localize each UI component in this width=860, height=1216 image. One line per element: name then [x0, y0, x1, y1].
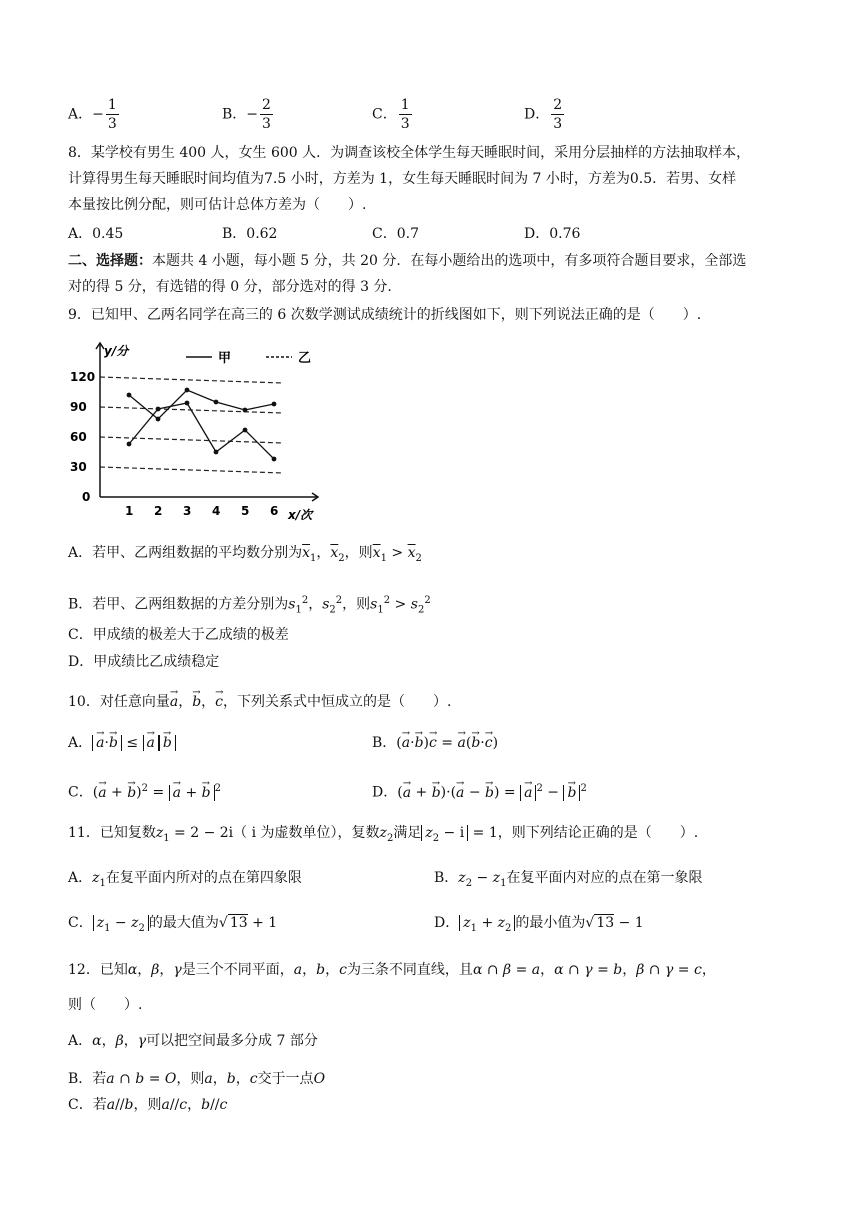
- q10-option-c: C．(→ a + → b)$^2$ = → a + → b $^2$: [68, 779, 221, 803]
- legend-label-2: 乙: [298, 351, 312, 366]
- q7-option-c: C． $\frac{1}{3}$: [372, 97, 410, 132]
- gridline-30: [100, 467, 283, 473]
- q11-stem: 11．已知复数$z_1 = 2 - 2i$（ i 为虚数单位），复数$z_2$满足 $z_2 - i = 1$，则下列结论正确的是（ ）.: [68, 825, 699, 844]
- series-2-point-3: [185, 401, 190, 406]
- y-tick-label-60: 60: [70, 430, 87, 444]
- q9-option-a: A．若甲、乙两组数据的平均数分别为$\overline{x}_1$，$\overline{x}_2$，则$\overline{x}_1 > \overline{x}_2$: [68, 545, 422, 564]
- section-2-title: 二、选择题：: [68, 253, 152, 269]
- origin-label: 0: [82, 490, 91, 504]
- q8-option-d: D．0.76: [524, 226, 581, 242]
- q9-option-d: D．甲成绩比乙成绩稳定: [68, 654, 220, 670]
- q10-option-b: B．(→ a·→ b)→ c = → a(→ b·→ c): [372, 733, 498, 753]
- series-1-point-4: [214, 400, 219, 405]
- q10-stem: 10．对任意向量→ a，→ b，→ c，下列关系式中恒成立的是（ ）.: [68, 692, 451, 712]
- series-1-point-6: [272, 402, 277, 407]
- q12-option-a: A．α，β，γ可以把空间最多分成 7 部分: [68, 1033, 318, 1049]
- q8-line-1: 8．某学校有男生 400 人，女生 600 人．为调查该校全体学生每天睡眠时间，采用分层抽样的方法抽取样本，: [68, 145, 751, 161]
- q9-stem: 9．已知甲、乙两名同学在高三的 6 次数学测试成绩统计的折线图如下，则下列说法正确的是（ ）.: [68, 307, 702, 323]
- section-2-line-2: 对的得 5 分，有选错的得 0 分，部分选对的得 3 分.: [68, 279, 392, 295]
- q8-option-b: B．0.62: [222, 226, 278, 242]
- series-1-point-1: [127, 393, 132, 398]
- y-tick-label-30: 30: [70, 460, 87, 474]
- gridline-120: [100, 377, 283, 383]
- q7-option-a: A．− $\frac{1}{3}$: [68, 97, 117, 132]
- series-2-point-4: [214, 450, 219, 455]
- x-tick-label-4: 4: [212, 504, 221, 518]
- series-2-point-2: [156, 407, 161, 412]
- q12-line-2: 则（ ）.: [68, 997, 143, 1013]
- series-1-point-3: [185, 388, 190, 393]
- q11-option-c: C． $z_1 - z_2$ 的最大值为√ 13 + 1: [68, 915, 278, 934]
- y-tick-label-120: 120: [70, 370, 96, 384]
- x-tick-label-1: 1: [125, 504, 134, 518]
- q8-line-2: 计算得男生每天睡眠时间均值为7.5 小时，方差为 1，女生每天睡眠时间为 7 小时，方差为0.5．若男、女样: [68, 171, 737, 187]
- y-axis-label: y/分: [104, 344, 129, 358]
- q7-option-d: D． $\frac{2}{3}$: [524, 97, 563, 132]
- series-2-point-1: [127, 442, 132, 447]
- q10-option-a: A． → a·→ b ≤ → a → b: [68, 733, 176, 753]
- q12-stem: 12．已知α，β，γ是三个不同平面，a，b，c为三条不同直线，且α ∩ β = a，α ∩ γ = b，β ∩ γ = c，: [68, 962, 716, 978]
- y-tick-label-90: 90: [70, 400, 87, 414]
- x-tick-label-5: 5: [241, 504, 250, 518]
- q9-line-chart: [68, 335, 328, 525]
- x-axis-label: x/次: [288, 508, 313, 522]
- series-1-point-2: [156, 417, 161, 422]
- q12-option-c: C．若a//b，则a//c，b//c: [68, 1097, 228, 1113]
- series-1-point-5: [243, 408, 248, 413]
- x-tick-label-6: 6: [270, 504, 279, 518]
- q11-option-d: D． $z_1 + z_2$ 的最小值为√ 13 − 1: [434, 915, 644, 934]
- q11-option-a: A．$z_1$在复平面内所对的点在第四象限: [68, 870, 302, 889]
- section-2-line-1: 二、选择题：本题共 4 小题，每小题 5 分，共 20 分．在每小题给出的选项中，有多项符合题目要求，全部选: [68, 253, 747, 269]
- q11-option-b: B．$z_2 - z_1$在复平面内对应的点在第一象限: [434, 870, 703, 889]
- x-tick-label-2: 2: [154, 504, 163, 518]
- q9-option-b: B．若甲、乙两组数据的方差分别为$s_1^2$，$s_2^2$，则$s_1^2 > s_2^2$: [68, 595, 431, 616]
- q8-line-3: 本量按比例分配，则可估计总体方差为（ ）.: [68, 197, 367, 213]
- q7-option-b: B．− $\frac{2}{3}$: [222, 97, 271, 132]
- q12-option-b: B．若a ∩ b = O，则a，b，c交于一点O: [68, 1071, 326, 1087]
- x-tick-label-3: 3: [183, 504, 192, 518]
- q10-option-d: D．(→ a + → b)·(→ a − → b) = → a $^2$ − → b $^2$: [372, 779, 587, 803]
- q9-option-c: C．甲成绩的极差大于乙成绩的极差: [68, 627, 289, 643]
- q8-option-c: C．0.7: [372, 226, 419, 242]
- legend-label-1: 甲: [218, 351, 232, 366]
- q8-option-a: A．0.45: [68, 226, 124, 242]
- series-2-point-6: [272, 457, 277, 462]
- series-line-1: [129, 390, 274, 419]
- series-2-point-5: [243, 428, 248, 433]
